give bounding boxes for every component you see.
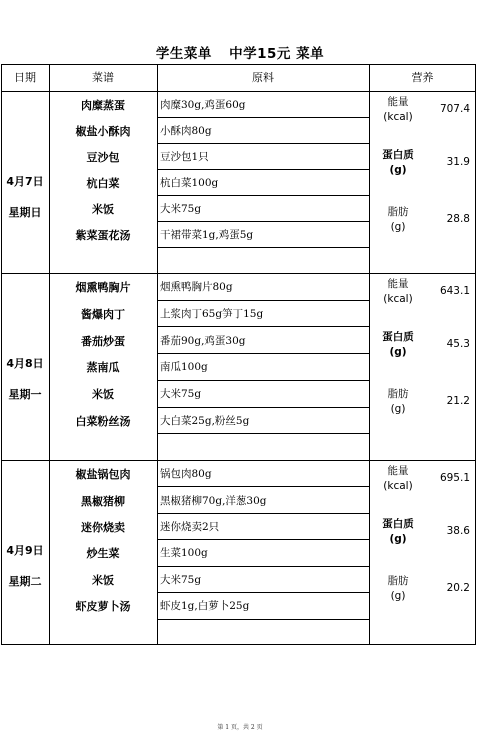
day-date: 4月8日	[6, 357, 44, 370]
dish-name: 椒盐小酥肉	[75, 125, 131, 138]
header-ingredients: 原料	[252, 71, 274, 84]
table-border-bottom	[1, 644, 476, 645]
title-right: 中学15元 菜单	[229, 46, 325, 62]
nutrition-unit-fat: (g)	[390, 403, 406, 415]
dish-ingredients: 肉糜30g,鸡蛋60g	[160, 99, 246, 111]
header-recipe: 菜谱	[92, 71, 114, 84]
dish-ingredients: 上浆肉丁65g笋丁15g	[160, 308, 264, 320]
ingredient-row-line	[157, 247, 369, 248]
nutrition-label-block	[370, 517, 426, 547]
page-footer: 第 1 页，共 2 页	[217, 724, 263, 731]
dish-ingredients: 黑椒猪柳70g,洋葱30g	[160, 495, 267, 507]
day-divider	[1, 460, 476, 461]
dish-name: 杭白菜	[86, 177, 120, 190]
nutrition-label-protein: 蛋白质	[382, 149, 414, 161]
header-date: 日期	[14, 71, 36, 84]
nutrition-unit-energy: (kcal)	[383, 480, 413, 492]
nutrition-label-energy: 能量	[387, 465, 409, 477]
dish-name: 酱爆肉丁	[81, 308, 125, 321]
nutrition-value-fat: 28.8	[446, 213, 470, 225]
nutrition-label-energy: 能量	[387, 278, 409, 290]
dish-ingredients: 锅包肉80g	[160, 468, 212, 480]
dish-name: 白菜粉丝汤	[75, 415, 131, 428]
dish-ingredients: 烟熏鸭胸片80g	[160, 281, 233, 293]
ingredient-row-line	[157, 221, 369, 222]
ingredient-row-line	[157, 117, 369, 118]
table-border-right	[475, 64, 476, 645]
nutrition-unit-protein: (g)	[389, 164, 407, 176]
nutrition-label-block	[370, 95, 426, 125]
dish-name: 番茄炒蛋	[81, 335, 125, 348]
nutrition-value-fat: 21.2	[446, 395, 470, 407]
ingredient-row-line	[157, 407, 369, 408]
nutrition-label-block	[370, 574, 426, 604]
ingredient-row-line	[157, 326, 369, 327]
ingredient-row-line	[157, 619, 369, 620]
dish-name: 米饭	[92, 388, 114, 401]
day-date: 4月7日	[6, 175, 44, 188]
dish-name: 紫菜蛋花汤	[75, 229, 131, 242]
day-weekday: 星期日	[8, 206, 42, 219]
nutrition-label-protein: 蛋白质	[382, 331, 414, 343]
nutrition-unit-protein: (g)	[389, 533, 407, 545]
nutrition-label-block	[370, 148, 426, 178]
nutrition-label-block	[370, 277, 426, 307]
dish-name: 椒盐锅包肉	[75, 468, 131, 481]
dish-name: 豆沙包	[86, 151, 120, 164]
day-weekday: 星期二	[8, 575, 42, 588]
col-divider	[157, 64, 158, 645]
day-weekday: 星期一	[8, 388, 42, 401]
dish-ingredients: 大米75g	[160, 574, 202, 586]
dish-name: 烟熏鸭胸片	[75, 281, 131, 294]
page-title	[0, 42, 480, 62]
nutrition-unit-protein: (g)	[389, 346, 407, 358]
nutrition-value-energy: 643.1	[439, 285, 470, 297]
dish-ingredients: 大白菜25g,粉丝5g	[160, 415, 250, 427]
nutrition-label-fat: 脂肪	[387, 575, 409, 587]
nutrition-value-protein: 31.9	[446, 156, 470, 168]
day-date: 4月9日	[6, 544, 44, 557]
ingredient-row-line	[157, 539, 369, 540]
nutrition-label-protein: 蛋白质	[382, 518, 414, 530]
dish-ingredients: 虾皮1g,白萝卜25g	[160, 600, 250, 612]
dish-ingredients: 南瓜100g	[160, 361, 208, 373]
dish-name: 蒸南瓜	[86, 361, 120, 374]
header-divider	[1, 91, 476, 92]
dish-ingredients: 生菜100g	[160, 547, 208, 559]
ingredient-row-line	[157, 380, 369, 381]
nutrition-label-fat: 脂肪	[387, 206, 409, 218]
ingredient-row-line	[157, 143, 369, 144]
title-left: 学生菜单	[155, 46, 212, 62]
ingredient-row-line	[157, 486, 369, 487]
ingredient-row-line	[157, 513, 369, 514]
dish-ingredients: 豆沙包1只	[160, 151, 209, 163]
dish-ingredients: 大米75g	[160, 203, 202, 215]
dish-ingredients: 迷你烧卖2只	[160, 521, 220, 533]
ingredient-row-line	[157, 195, 369, 196]
ingredient-row-line	[157, 592, 369, 593]
dish-name: 炒生菜	[86, 547, 120, 560]
dish-ingredients: 番茄90g,鸡蛋30g	[160, 335, 246, 347]
nutrition-value-fat: 20.2	[446, 582, 470, 594]
dish-name: 黑椒猪柳	[81, 495, 125, 508]
dish-name: 米饭	[92, 574, 114, 587]
nutrition-value-protein: 38.6	[446, 525, 470, 537]
day-divider	[1, 273, 476, 274]
nutrition-label-block	[370, 464, 426, 494]
dish-ingredients: 小酥肉80g	[160, 125, 212, 137]
nutrition-unit-fat: (g)	[390, 221, 406, 233]
header-nutrition: 营养	[411, 71, 434, 84]
nutrition-unit-energy: (kcal)	[383, 111, 413, 123]
dish-ingredients: 干裙带菜1g,鸡蛋5g	[160, 229, 254, 241]
ingredient-row-line	[157, 169, 369, 170]
nutrition-label-energy: 能量	[387, 96, 409, 108]
dish-name: 米饭	[92, 203, 114, 216]
nutrition-value-energy: 707.4	[439, 103, 470, 115]
dish-name: 迷你烧卖	[81, 521, 125, 534]
ingredient-row-line	[157, 353, 369, 354]
nutrition-unit-fat: (g)	[390, 590, 406, 602]
nutrition-label-block	[370, 330, 426, 360]
nutrition-value-energy: 695.1	[439, 472, 470, 484]
nutrition-value-protein: 45.3	[446, 338, 470, 350]
dish-name: 虾皮萝卜汤	[75, 600, 131, 613]
ingredient-row-line	[157, 566, 369, 567]
ingredient-row-line	[157, 300, 369, 301]
nutrition-label-fat: 脂肪	[387, 388, 409, 400]
dish-ingredients: 杭白菜100g	[160, 177, 219, 189]
nutrition-label-block	[370, 387, 426, 417]
nutrition-unit-energy: (kcal)	[383, 293, 413, 305]
dish-ingredients: 大米75g	[160, 388, 202, 400]
ingredient-row-line	[157, 433, 369, 434]
nutrition-label-block	[370, 205, 426, 235]
dish-name: 肉糜蒸蛋	[81, 99, 125, 112]
